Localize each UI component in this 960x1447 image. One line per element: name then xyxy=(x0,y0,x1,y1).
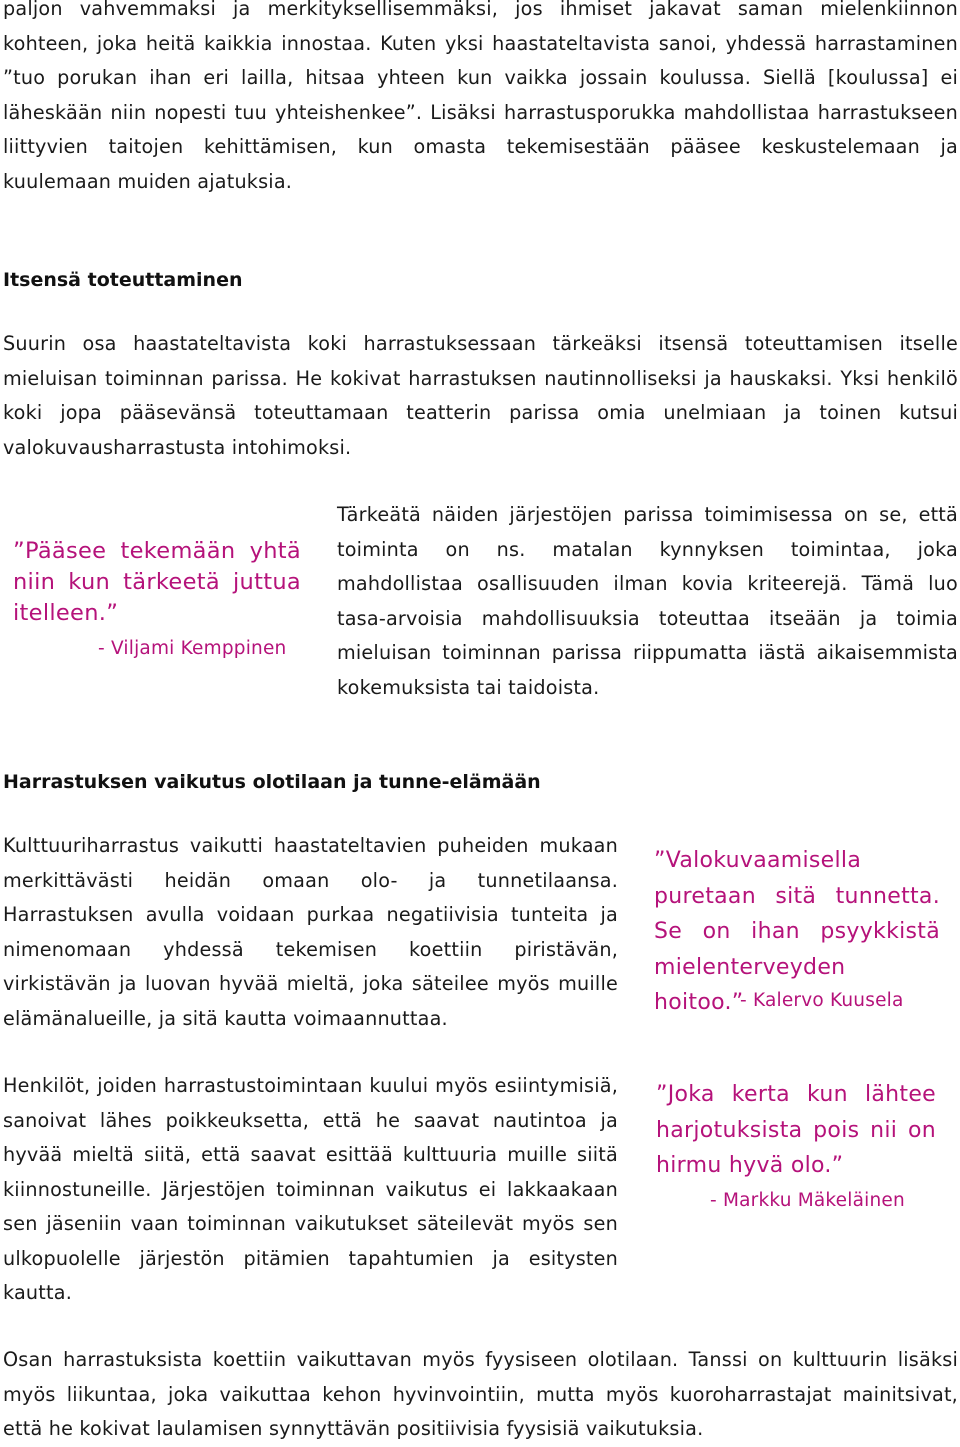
quote-attribution-kemppinen: - Viljami Kemppinen xyxy=(98,638,287,659)
quote-attribution-kuusela: - Kalervo Kuusela xyxy=(740,990,904,1011)
section-heading-itsensa: Itsensä toteuttaminen xyxy=(3,269,243,291)
quote-attribution-makelainen: - Markku Mäkeläinen xyxy=(710,1190,905,1211)
pull-quote-makelainen: ”Joka kerta kun lähtee harjotuksista pois nii on hirmu hyvä olo.” xyxy=(656,1082,936,1178)
paragraph-fyysinen-olotila: Osan harrastuksista koettiin vaikuttavan myös fyysiseen olotilaan. Tanssi on kulttuurin lisäksi myös liikuntaa, joka vaikuttaa kehon hyvinvointiin, mutta myös kuoroharrastajat mainitsivat, että he kokivat laulamisen synnyttävän positiivisia fyysisiä vaikutuksia. xyxy=(3,1348,958,1440)
paragraph-kulttuuriharrastus: Kulttuuriharrastus vaikutti haastateltavien puheiden mukaan merkittävästi heidän omaan olo- ja tunnetilaansa. Harrastuksen avulla voidaan purkaa negatiivisia tunteita ja nimenomaan yhdessä tekemisen koettiin piristävän, virkistävän ja luovan hyvää mieltä, joka säteilee myös muille elämänalueille, ja sitä kautta voimaannuttaa. xyxy=(3,834,618,1030)
paragraph-itsensa: Suurin osa haastateltavista koki harrastuksessaan tärkeäksi itsensä toteuttamisen itselle mieluisan toiminnan parissa. He kokivat harrastuksen nautinnolliseksi ja hauskaksi. Yksi henkilö koki jopa pääsevänsä toteuttamaan teatterin parissa omia unelmiaan ja toinen kutsui valokuvausharrastusta intohimoksi. xyxy=(3,332,958,459)
paragraph-jarjestot: Tärkeätä näiden järjestöjen parissa toimimisessa on se, että toiminta on ns. matalan kynnyksen toimintaa, joka mahdollistaa osallisuuden ilman kovia kriteerejä. Tämä luo tasa-arvoisia mahdollisuuksia toteuttaa itseään ja toimia mieluisan toiminnan parissa riippumatta iästä aikaisemmista kokemuksista tai taidoista. xyxy=(337,503,958,699)
paragraph-henkilot: Henkilöt, joiden harrastustoimintaan kuului myös esiintymisiä, sanoivat lähes poikkeuksetta, että he saavat nautintoa ja hyvää mieltä siitä, että saavat esittää kulttuuria muille siitä kiinnostuneille. Järjestöjen toiminnan vaikutus ei lakkaakaan sen jäseniin vaan toiminnan vaikutukset säteilevät myös sen ulkopuolelle järjestön pitämien tapahtumien ja esitysten kautta. xyxy=(3,1074,618,1304)
section-heading-vaikutus: Harrastuksen vaikutus olotilaan ja tunne-elämään xyxy=(3,771,541,793)
pull-quote-kemppinen: ”Pääsee tekemään yhtä niin kun tärkeetä juttua itelleen.” xyxy=(13,538,301,626)
pull-quote-kuusela: ”Valokuvaamisella puretaan sitä tunnetta. Se on ihan psyykkistä mielenterveyden hoitoo.” xyxy=(654,848,940,1015)
intro-paragraph: paljon vahvemmaksi ja merkityksellisemmäksi, jos ihmiset jakavat saman mielenkiinnon kohteen, joka heitä kaikkia innostaa. Kuten yksi haastateltavista sanoi, yhdessä harrastaminen ”tuo porukan ihan eri lailla, hitsaa yhteen kun vaikka jossain koulussa. Siellä [koulussa] ei läheskään niin nopesti tuu yhteishenkee”. Lisäksi harrastusporukka mahdollistaa harrastukseen liittyvien taitojen kehittämisen, kun omasta tekemisestään pääsee keskustelemaan ja kuulemaan muiden ajatuksia. xyxy=(3,0,958,193)
